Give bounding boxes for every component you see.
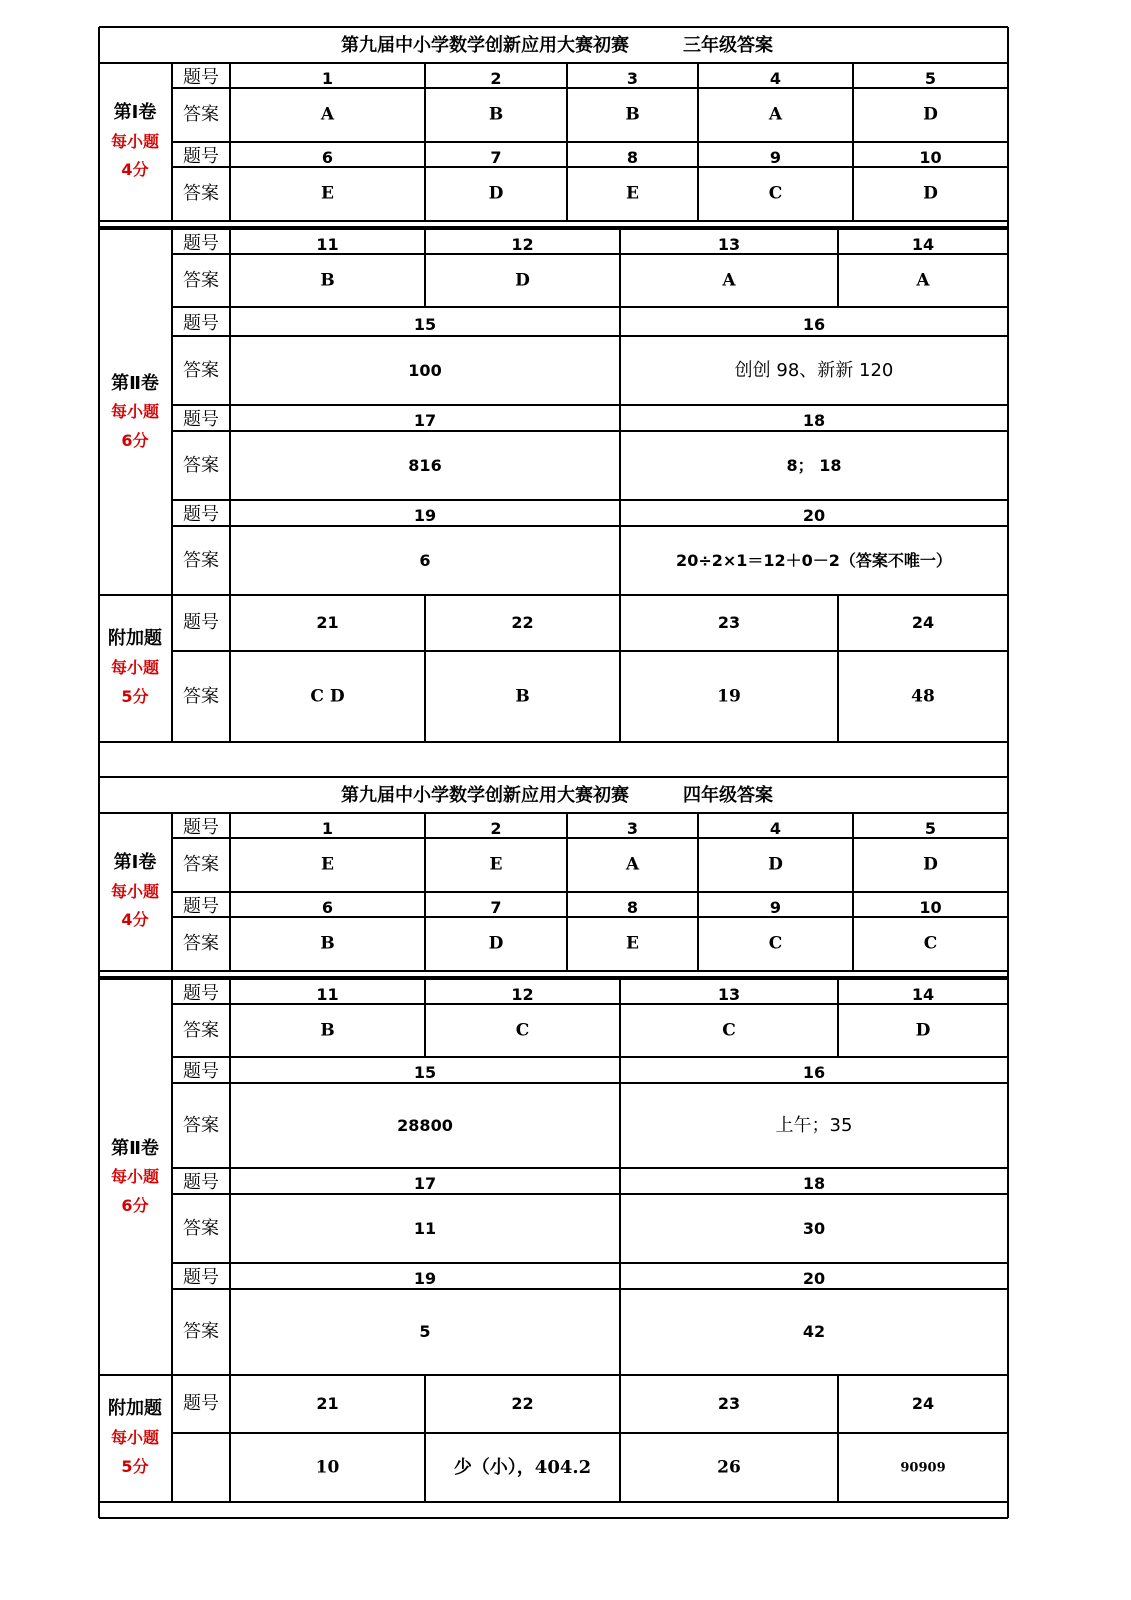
table-rule [619, 595, 621, 742]
table-rule [697, 63, 699, 221]
answer-value: 5 [419, 1322, 431, 1341]
answer-value: 10 [315, 1457, 340, 1477]
question-number-label: 题号 [183, 1172, 219, 1193]
table-rule [229, 813, 231, 971]
answer-value: 28800 [397, 1115, 453, 1135]
grade-label: 四年级答案 [683, 785, 773, 806]
table-rule [172, 306, 1008, 308]
answer-value: 90909 [900, 1460, 946, 1475]
question-number-label: 题号 [183, 312, 219, 334]
answer-value: D [488, 933, 504, 954]
question-number: 5 [924, 818, 937, 838]
table-rule [229, 979, 231, 1375]
question-number-label: 题号 [183, 982, 219, 1004]
question-number: 5 [924, 68, 937, 88]
answer-label: 答案 [183, 183, 219, 204]
table-rule [837, 979, 839, 1057]
question-number: 1 [321, 68, 334, 88]
per-question-label: 每小题 [110, 402, 160, 421]
question-number: 10 [919, 897, 942, 917]
answer-value: 6 [419, 550, 431, 570]
question-number: 13 [717, 234, 741, 254]
sheet-title: 第九届中小学数学创新应用大赛初赛 [341, 35, 629, 56]
table-rule [172, 525, 1008, 527]
table-rule [1007, 27, 1009, 777]
answer-value: B [488, 104, 504, 125]
table-rule [852, 813, 854, 971]
answer-value: C [768, 933, 783, 954]
answer-value: A [768, 104, 783, 125]
table-rule [172, 430, 1008, 432]
table-rule [424, 595, 426, 742]
question-number: 11 [316, 234, 339, 254]
table-rule [619, 1057, 621, 1375]
answer-value: D [915, 1020, 931, 1040]
answer-value: E [321, 854, 334, 875]
table-rule [172, 335, 1008, 337]
table-rule [99, 594, 1008, 596]
table-rule [172, 166, 1008, 168]
sheet-title: 第九届中小学数学创新应用大赛初赛 [341, 785, 629, 806]
question-number-label: 题号 [183, 504, 219, 525]
question-number: 21 [316, 613, 339, 632]
question-number: 15 [413, 1063, 437, 1082]
table-rule [172, 1193, 1008, 1195]
question-number: 20 [802, 506, 826, 525]
question-number: 11 [316, 984, 339, 1004]
table-rule [172, 87, 1008, 89]
question-number: 13 [717, 984, 741, 1004]
answer-value: C [515, 1020, 530, 1040]
answer-value: 816 [408, 455, 442, 475]
answer-label: 答案 [183, 933, 219, 954]
table-rule [172, 1262, 1008, 1264]
table-rule [99, 776, 1008, 778]
answer-value: 20÷2×1＝12＋0－2（答案不唯一） [676, 550, 952, 570]
question-number: 24 [911, 613, 935, 632]
answer-value: B [320, 1020, 335, 1040]
question-number: 14 [911, 234, 935, 254]
table-rule [172, 916, 1008, 918]
answer-label: 答案 [183, 359, 219, 381]
table-rule [99, 1501, 1008, 1503]
answer-value: C [923, 933, 938, 954]
bonus-name: 附加题 [108, 1397, 162, 1419]
table-rule [172, 404, 1008, 406]
question-number: 23 [717, 613, 741, 632]
question-number: 17 [413, 1174, 437, 1193]
table-rule [619, 979, 621, 1057]
question-number: 20 [802, 1269, 826, 1288]
answer-value: B [320, 933, 335, 954]
answer-label: 答案 [183, 685, 219, 707]
question-number: 8 [626, 897, 639, 917]
answer-value: E [626, 183, 639, 204]
table-rule [697, 813, 699, 971]
answer-label: 答案 [183, 454, 219, 476]
table-rule [172, 499, 1008, 501]
answer-value: 8； 18 [786, 455, 842, 475]
table-rule [424, 979, 426, 1057]
table-rule [172, 891, 1008, 893]
table-rule [172, 1288, 1008, 1290]
part-name: 第Ⅱ卷 [111, 1138, 159, 1159]
table-rule [99, 26, 1008, 28]
part-name: 第Ⅰ卷 [113, 852, 157, 873]
per-question-label: 每小题 [110, 882, 160, 901]
question-number: 9 [769, 147, 782, 167]
answer-label: 答案 [183, 1114, 219, 1136]
answer-value: 11 [413, 1218, 437, 1238]
answer-value: D [768, 854, 783, 875]
table-rule [619, 307, 621, 595]
answer-label: 答案 [183, 104, 219, 125]
answer-value: D [923, 104, 938, 125]
table-rule [566, 63, 568, 221]
answer-value: A [916, 270, 930, 290]
question-number-label: 题号 [183, 1061, 219, 1082]
question-number-label: 题号 [183, 409, 219, 430]
question-number: 6 [321, 147, 334, 167]
table-rule [852, 63, 854, 221]
answer-label: 答案 [183, 1217, 219, 1239]
answer-value: E [626, 933, 639, 954]
answer-value: C [768, 183, 783, 204]
question-number: 4 [769, 68, 782, 88]
score-label: 5分 [121, 686, 149, 706]
answer-value: D [488, 183, 504, 204]
question-number-label: 题号 [183, 816, 219, 838]
answer-value: D [515, 270, 530, 290]
part-name: 第Ⅰ卷 [113, 102, 157, 123]
table-rule [171, 813, 173, 971]
question-number: 7 [490, 147, 502, 167]
question-number: 16 [802, 314, 826, 334]
per-question-label: 每小题 [110, 657, 160, 677]
per-question-label: 每小题 [110, 132, 160, 151]
question-number-label: 题号 [183, 66, 219, 88]
question-number: 9 [769, 897, 782, 917]
question-number: 23 [717, 1394, 741, 1413]
table-rule [99, 220, 1008, 222]
question-number: 19 [413, 506, 437, 525]
per-question-label: 每小题 [110, 1167, 160, 1186]
question-number: 18 [802, 411, 826, 430]
table-rule [171, 229, 173, 595]
answer-value: 少（小），404.2 [453, 1456, 592, 1478]
table-rule [171, 1375, 173, 1502]
table-rule [99, 1517, 1008, 1519]
answer-value: 48 [911, 686, 935, 706]
table-rule [99, 741, 1008, 743]
part-name: 第Ⅱ卷 [111, 373, 159, 394]
table-rule [619, 229, 621, 307]
question-number-label: 题号 [183, 1393, 219, 1414]
table-rule [171, 63, 173, 221]
question-number-label: 题号 [183, 895, 219, 917]
table-rule [99, 970, 1008, 972]
answer-value: B [625, 104, 640, 125]
question-number: 4 [769, 818, 782, 838]
question-number: 22 [511, 613, 534, 632]
table-rule [229, 63, 231, 221]
table-rule [229, 595, 231, 742]
answer-value: B [515, 686, 530, 706]
answer-value: 30 [802, 1218, 826, 1238]
score-label: 5分 [121, 1456, 149, 1476]
answer-value: C D [310, 686, 345, 706]
question-number: 3 [626, 68, 639, 88]
answer-value: 创创 98、新新 120 [734, 359, 894, 381]
score-label: 4分 [121, 160, 149, 179]
per-question-label: 每小题 [110, 1427, 160, 1447]
table-rule [172, 141, 1008, 143]
answer-label: 答案 [183, 1321, 219, 1342]
table-rule [98, 777, 100, 1518]
answer-label: 答案 [183, 269, 219, 291]
question-number: 2 [490, 68, 502, 88]
table-rule [424, 229, 426, 307]
answer-value: E [489, 854, 503, 875]
table-rule [172, 1003, 1008, 1005]
table-rule [172, 62, 1008, 64]
table-rule [172, 1432, 1008, 1434]
question-number: 16 [802, 1063, 826, 1082]
question-number-label: 题号 [183, 145, 219, 167]
table-rule [619, 1375, 621, 1502]
question-number-label: 题号 [183, 232, 219, 254]
grade-label: 三年级答案 [683, 35, 773, 56]
table-rule [1007, 777, 1009, 1518]
question-number-label: 题号 [183, 1267, 219, 1288]
table-rule [172, 1082, 1008, 1084]
table-rule [99, 228, 1008, 230]
table-rule [424, 813, 426, 971]
question-number: 8 [626, 147, 639, 167]
question-number: 2 [490, 818, 502, 838]
answer-value: A [722, 270, 736, 290]
answer-value: A [625, 854, 640, 875]
answer-value: 26 [717, 1457, 741, 1477]
answer-label: 答案 [183, 854, 219, 875]
question-number: 1 [321, 818, 334, 838]
answer-label: 答案 [183, 1019, 219, 1041]
question-number: 17 [413, 411, 437, 430]
answer-value: 上午；35 [775, 1114, 853, 1136]
table-rule [98, 27, 100, 777]
answer-value: 42 [802, 1322, 826, 1341]
question-number-label: 题号 [183, 612, 219, 633]
table-rule [172, 650, 1008, 652]
score-label: 4分 [121, 910, 149, 929]
table-rule [229, 229, 231, 595]
table-rule [171, 979, 173, 1375]
question-number: 6 [321, 897, 334, 917]
question-number: 14 [911, 984, 935, 1004]
question-number: 7 [490, 897, 502, 917]
question-number: 24 [911, 1394, 935, 1413]
question-number: 12 [511, 984, 534, 1004]
bonus-name: 附加题 [108, 627, 162, 649]
question-number: 22 [511, 1394, 534, 1413]
table-rule [424, 63, 426, 221]
score-label: 6分 [121, 1196, 149, 1215]
answer-value: D [923, 854, 938, 875]
table-rule [172, 812, 1008, 814]
table-rule [171, 595, 173, 742]
question-number: 10 [919, 147, 942, 167]
answer-value: E [321, 183, 334, 204]
answer-value: 19 [717, 686, 741, 706]
table-rule [172, 1167, 1008, 1169]
table-rule [172, 1056, 1008, 1058]
answer-value: 100 [408, 360, 442, 380]
answer-value: C [722, 1020, 736, 1040]
question-number: 15 [413, 314, 437, 334]
answer-value: A [320, 104, 335, 125]
table-rule [837, 1375, 839, 1502]
score-label: 6分 [121, 431, 149, 450]
question-number: 12 [511, 234, 534, 254]
table-rule [99, 1374, 1008, 1376]
table-rule [229, 1375, 231, 1502]
table-rule [172, 253, 1008, 255]
table-rule [424, 1375, 426, 1502]
table-rule [566, 813, 568, 971]
question-number: 19 [413, 1269, 437, 1288]
question-number: 21 [316, 1394, 339, 1413]
answer-value: D [923, 183, 938, 204]
question-number: 18 [802, 1174, 826, 1193]
table-rule [99, 978, 1008, 980]
question-number: 3 [626, 818, 639, 838]
table-rule [837, 595, 839, 742]
answer-label: 答案 [183, 549, 219, 571]
table-rule [172, 837, 1008, 839]
answer-value: B [320, 270, 335, 290]
table-rule [837, 229, 839, 307]
